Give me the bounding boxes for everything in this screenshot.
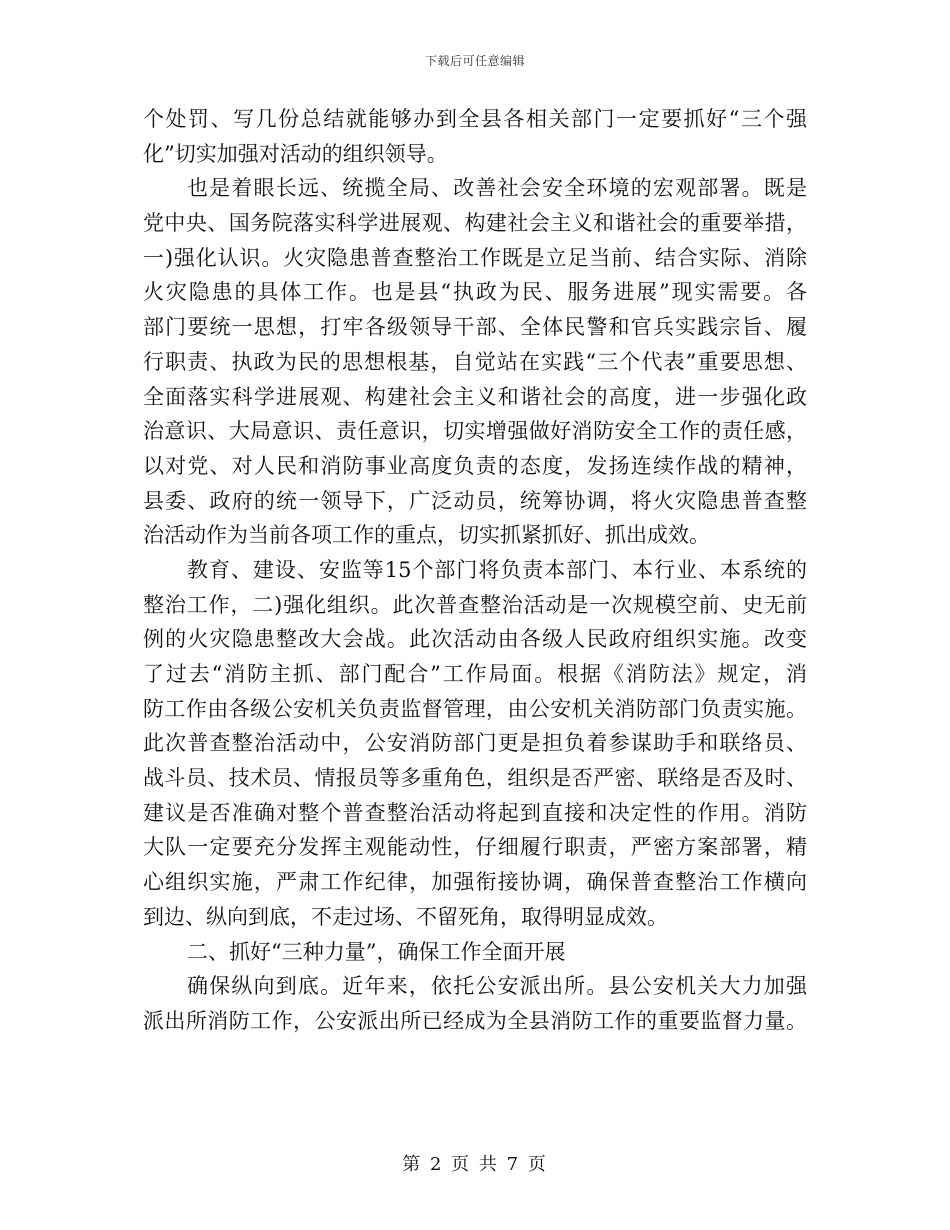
text-line: 到边、纵向到底，不走过场、不留死角，取得明显成效。	[143, 904, 668, 929]
page-number-footer: 第 2 页 共 7 页	[402, 1154, 548, 1175]
text-line: 县委、政府的统一领导下，广泛动员，统筹协调，将火灾隐患普查整	[143, 488, 807, 513]
text-line: 例的火灾隐患整改大会战。此次活动由各级人民政府组织实施。改变	[143, 627, 807, 652]
text-line: 建议是否准确对整个普查整治活动将起到直接和决定性的作用。消防	[143, 800, 807, 825]
text-line: 战斗员、技术员、情报员等多重角色，组织是否严密、联络是否及时、	[143, 766, 807, 791]
text-line: 防工作由各级公安机关负责监督管理，由公安机关消防部门负责实施。	[143, 696, 807, 721]
text-line: 党中央、国务院落实科学进展观、构建社会主义和谐社会的重要举措，	[143, 211, 807, 236]
text-line: 治活动作为当前各项工作的重点，切实抓紧抓好、抓出成效。	[143, 523, 710, 548]
text-line: 教育、建设、安监等15个部门将负责本部门、本行业、本系统的	[187, 557, 807, 582]
section-heading: 二、抓好“三种力量”，确保工作全面开展	[187, 939, 566, 964]
text-line: 心组织实施，严肃工作纪律，加强衔接协调，确保普查整治工作横向	[143, 870, 807, 895]
text-line: 以对党、对人民和消防事业高度负责的态度，发扬连续作战的精神，	[143, 453, 807, 478]
text-line: 化”切实加强对活动的组织领导。	[143, 141, 448, 166]
text-line: 大队一定要充分发挥主观能动性，仔细履行职责，严密方案部署，精	[143, 835, 807, 860]
text-line: 行职责、执政为民的思想根基，自觉站在实践“三个代表”重要思想、	[143, 349, 807, 374]
text-line: 个处罚、写几份总结就能够办到全县各相关部门一定要抓好“三个强	[143, 107, 807, 131]
page-header: 下载后可任意编辑	[424, 54, 525, 68]
text-line: 派出所消防工作，公安派出所已经成为全县消防工作的重要监督力量。	[143, 1008, 807, 1033]
text-line: 全面落实科学进展观、构建社会主义和谐社会的高度，进一步强化政	[143, 384, 807, 409]
text-line: 也是着眼长远、统揽全局、改善社会安全环境的宏观部署。既是	[187, 176, 807, 201]
text-line: 了过去“消防主抓、部门配合”工作局面。根据《消防法》规定，消	[143, 662, 807, 686]
document-body	[143, 102, 807, 1039]
text-line: 部门要统一思想，打牢各级领导干部、全体民警和官兵实践宗旨、履	[143, 315, 807, 340]
text-line: 此次普查整治活动中，公安消防部门更是担负着参谋助手和联络员、	[143, 731, 807, 756]
text-line: 确保纵向到底。近年来，依托公安派出所。县公安机关大力加强	[187, 974, 807, 999]
text-line: 整治工作，二)强化组织。此次普查整治活动是一次规模空前、史无前	[143, 592, 807, 617]
text-line: 治意识、大局意识、责任意识，切实增强做好消防安全工作的责任感，	[143, 419, 807, 444]
text-line: 火灾隐患的具体工作。也是县“执政为民、服务进展”现实需要。各	[143, 280, 807, 305]
text-line: 一)强化认识。火灾隐患普查整治工作既是立足当前、结合实际、消除	[143, 245, 807, 270]
